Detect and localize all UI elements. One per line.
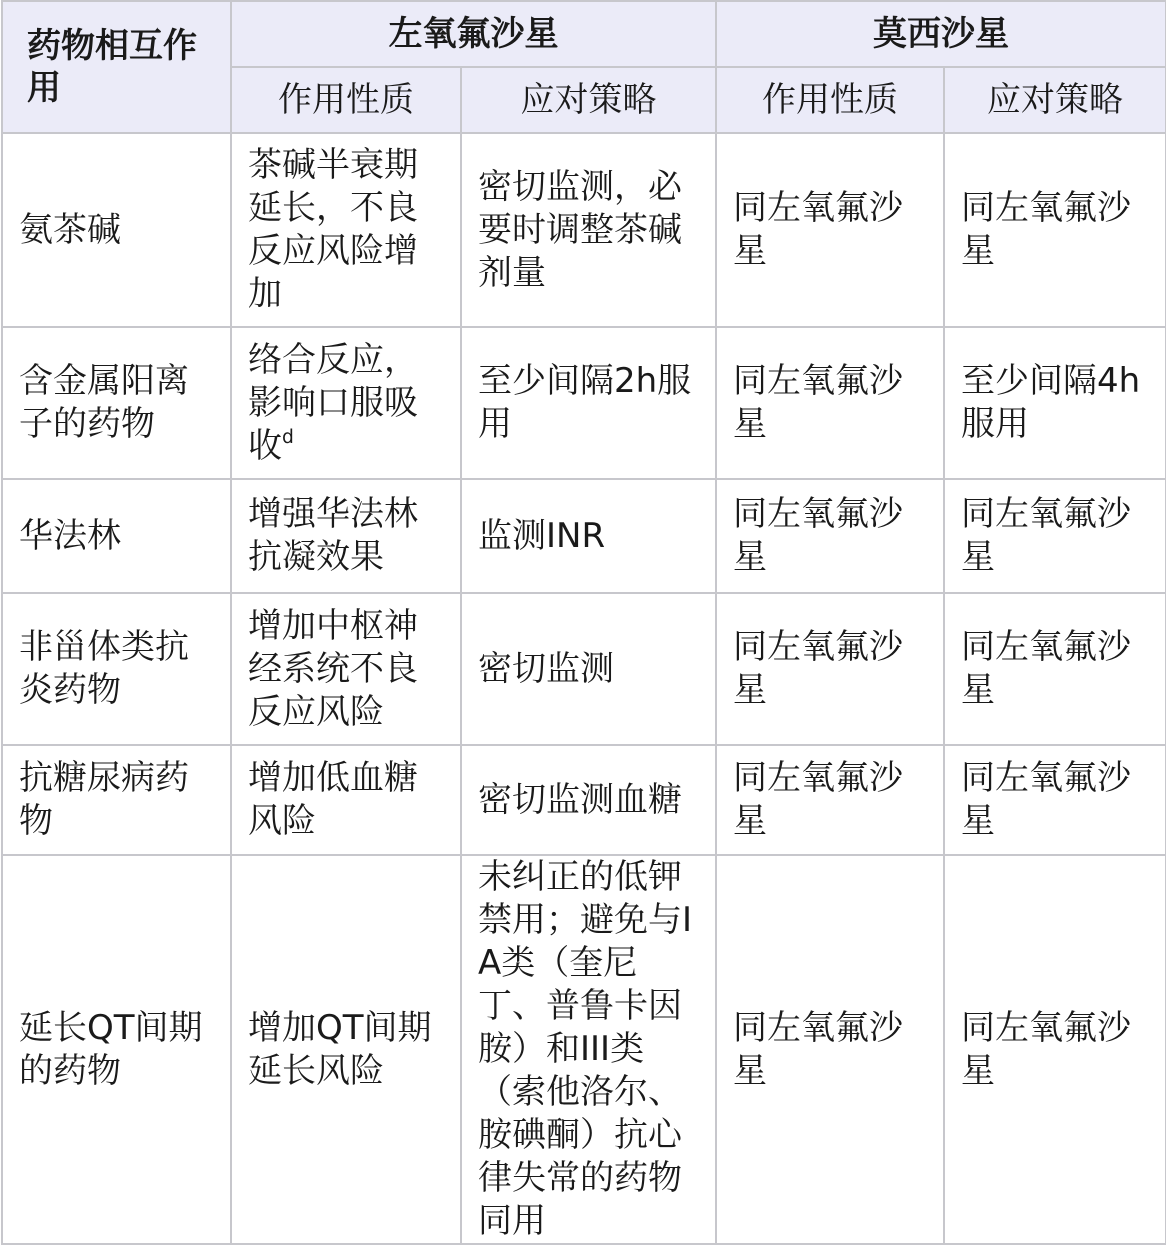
header-moxifloxacin: 莫西沙星 [716,1,1166,67]
cell-moxi-strategy: 同左氧氟沙星 [944,479,1166,593]
cell-levo-effect: 增强华法林抗凝效果 [231,479,461,593]
table-row [2,745,1166,855]
table-row [2,133,1166,327]
cell-levo-strategy: 至少间隔2h服用 [461,327,716,479]
header-drug-interaction: 药物相互作用 [2,1,231,133]
cell-drug: 氨茶碱 [2,133,231,327]
cell-levo-effect: 增加中枢神经系统不良反应风险 [231,593,461,745]
subheader-moxi-effect: 作用性质 [716,67,944,133]
header-levofloxacin: 左氧氟沙星 [231,1,716,67]
cell-drug: 华法林 [2,479,231,593]
cell-drug: 抗糖尿病药物 [2,745,231,855]
cell-moxi-strategy: 同左氧氟沙星 [944,745,1166,855]
cell-levo-strategy: 监测INR [461,479,716,593]
table-row [2,327,1166,479]
cell-moxi-strategy: 同左氧氟沙星 [944,593,1166,745]
cell-levo-effect [231,327,461,479]
table-row [2,855,1166,1244]
cell-levo-strategy: 密切监测 [461,593,716,745]
cell-moxi-effect: 同左氧氟沙星 [716,479,944,593]
cell-moxi-strategy: 同左氧氟沙星 [944,133,1166,327]
cell-drug: 非甾体类抗炎药物 [2,593,231,745]
cell-levo-effect: 茶碱半衰期延长，不良反应风险增加 [231,133,461,327]
cell-levo-effect-text: 络合反应，影响口服吸收 [248,339,418,466]
cell-moxi-strategy: 同左氧氟沙星 [944,855,1166,1244]
cell-levo-strategy: 密切监测血糖 [461,745,716,855]
subheader-levo-effect: 作用性质 [231,67,461,133]
cell-levo-effect: 增加QT间期延长风险 [231,855,461,1244]
table-row [2,479,1166,593]
table-body [2,133,1166,1244]
cell-moxi-strategy: 至少间隔4h服用 [944,327,1166,479]
cell-moxi-effect: 同左氧氟沙星 [716,327,944,479]
footnote-marker: d [282,426,294,448]
cell-moxi-effect: 同左氧氟沙星 [716,855,944,1244]
cell-levo-strategy: 密切监测，必要时调整茶碱剂量 [461,133,716,327]
drug-interaction-table [1,0,1166,1245]
subheader-levo-strategy: 应对策略 [461,67,716,133]
table-header [2,1,1166,133]
cell-drug: 含金属阳离子的药物 [2,327,231,479]
subheader-moxi-strategy: 应对策略 [944,67,1166,133]
cell-drug: 延长QT间期的药物 [2,855,231,1244]
cell-moxi-effect: 同左氧氟沙星 [716,593,944,745]
cell-levo-effect: 增加低血糖风险 [231,745,461,855]
cell-moxi-effect: 同左氧氟沙星 [716,133,944,327]
cell-moxi-effect: 同左氧氟沙星 [716,745,944,855]
cell-levo-strategy: 未纠正的低钾禁用；避免与IA类（奎尼丁、普鲁卡因胺）和III类（索他洛尔、胺碘酮）抗心律失常的药物同用 [461,855,716,1244]
table-row [2,593,1166,745]
header-row-groups [2,1,1166,67]
